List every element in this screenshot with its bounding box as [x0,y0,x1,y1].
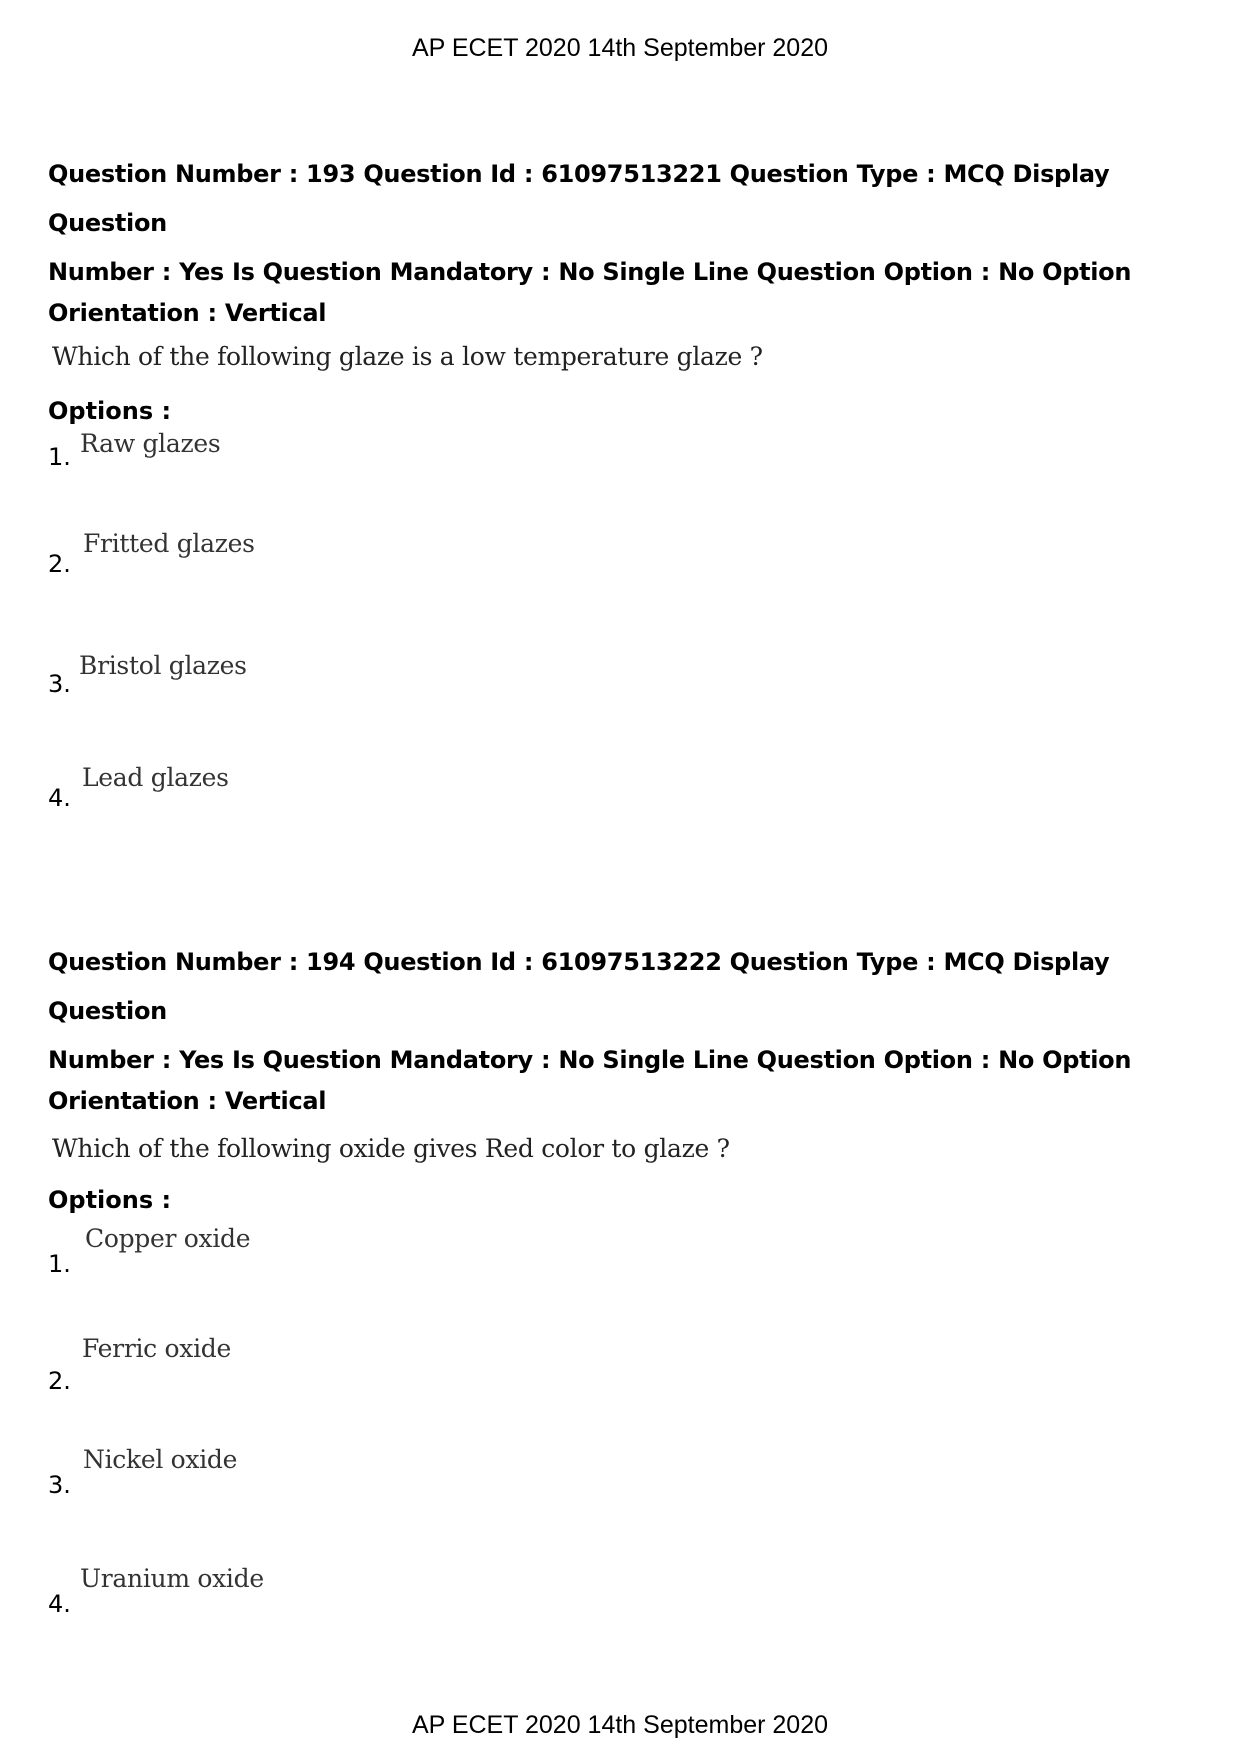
options-label: Options : [48,1186,172,1214]
option-item [48,1445,1208,1580]
options-list [48,429,1208,892]
options-list [48,1225,1208,1698]
question-meta-line: Question Number : 193 Question Id : 61097513221 Question Type : MCQ Display Question [48,160,1110,237]
question-text: Which of the following glaze is a low temperature glaze ? [52,342,763,371]
question-meta-line: Number : Yes Is Question Mandatory : No Single Line Question Option : No Option [48,1046,1132,1074]
question-meta-line: Orientation : Vertical [48,299,327,327]
option-number: 2. [48,550,71,578]
option-text: Copper oxide [85,1224,251,1253]
options-label: Options : [48,397,172,425]
option-number: 1. [48,1250,71,1278]
option-number: 2. [48,1367,71,1395]
option-text: Raw glazes [80,429,221,458]
option-item [48,651,1208,774]
option-item [48,429,1208,537]
page-header: AP ECET 2020 14th September 2020 [411,34,829,62]
option-item [48,1225,1208,1346]
option-number: 4. [48,1590,71,1618]
question-meta-line: Number : Yes Is Question Mandatory : No Single Line Question Option : No Option [48,258,1132,286]
option-item [48,529,1208,657]
option-item [48,1564,1208,1698]
option-text: Fritted glazes [83,529,255,558]
option-number: 4. [48,784,71,812]
option-number: 1. [48,443,71,471]
question-block [48,150,1208,892]
question-text: Which of the following oxide gives Red color to glaze ? [52,1134,730,1163]
page-footer: AP ECET 2020 14th September 2020 [411,1711,829,1739]
question-meta-line: Question Number : 194 Question Id : 61097513222 Question Type : MCQ Display Question [48,948,1110,1025]
option-text: Uranium oxide [80,1564,264,1593]
option-number: 3. [48,1471,71,1499]
option-text: Lead glazes [82,763,229,792]
question-block [48,938,1208,1698]
option-item [48,763,1208,892]
option-text: Nickel oxide [83,1445,238,1474]
option-number: 3. [48,670,71,698]
option-text: Bristol glazes [79,651,247,680]
option-text: Ferric oxide [82,1334,231,1363]
question-meta-line: Orientation : Vertical [48,1087,327,1115]
